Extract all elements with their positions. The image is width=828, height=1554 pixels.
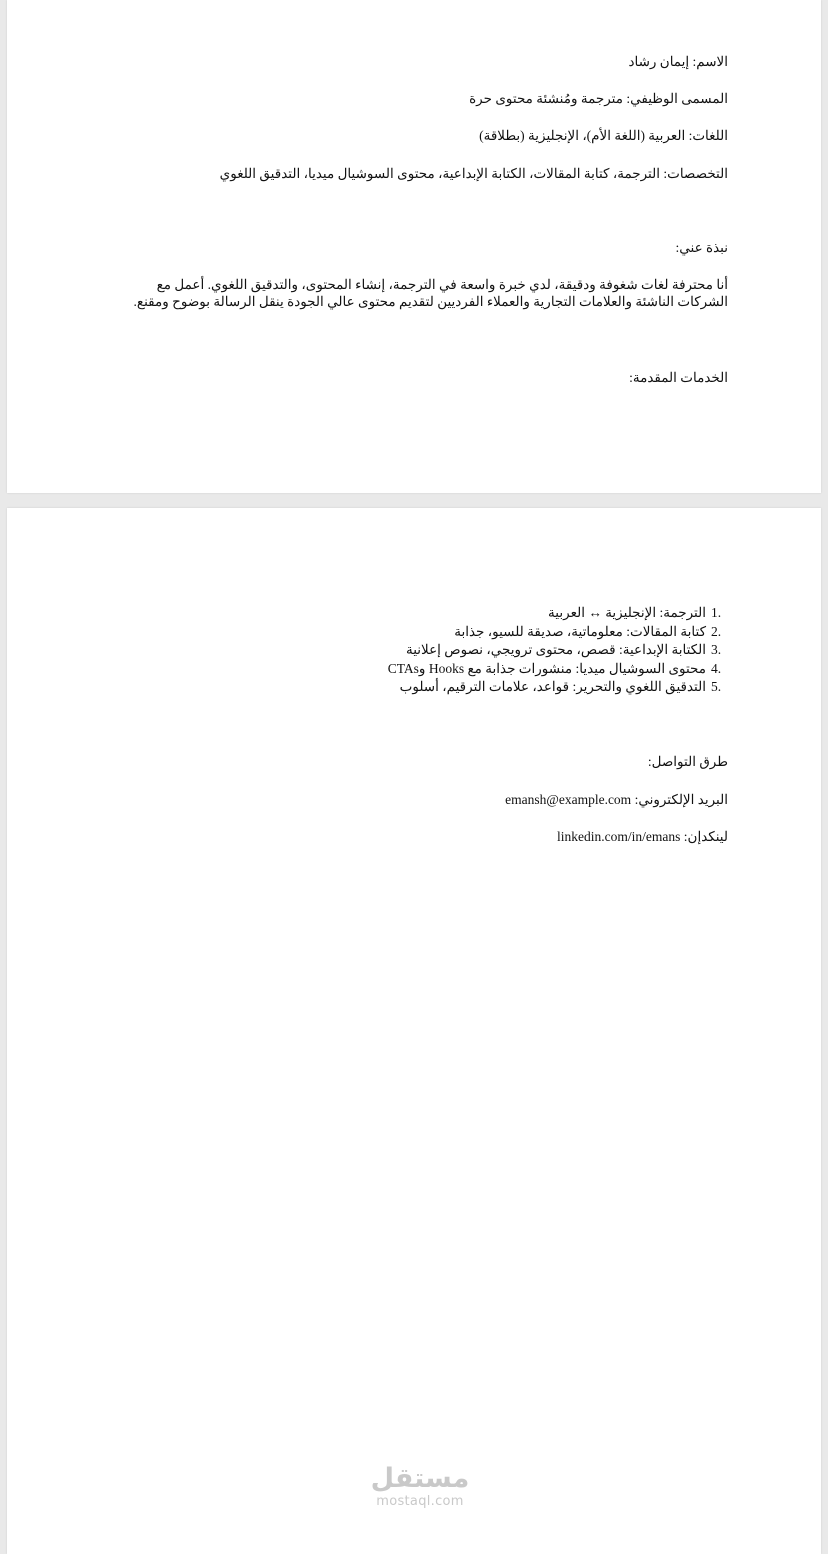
services-heading: الخدمات المقدمة: (629, 370, 728, 385)
about-heading: نبذة عني: (675, 240, 728, 255)
list-item (388, 678, 722, 697)
list-number: 2. (711, 623, 722, 639)
list-number: 1. (711, 605, 722, 620)
service-text: الكتابة الإبداعية: قصص، محتوى ترويجي، نصوص إعلانية (405, 642, 706, 657)
list-item (388, 604, 722, 623)
job-title-line: المسمى الوظيفي: مترجمة ومُنشئة محتوى حرة (469, 91, 728, 106)
service-text: كتابة المقالات: معلوماتية، صديقة للسيو، جذابة (454, 623, 706, 639)
document-page-1 (7, 0, 821, 493)
services-list (387, 604, 722, 697)
contact-heading: طرق التواصل: (647, 754, 728, 769)
linkedin-line: لينكدإن: linkedin.com/in/emans (557, 829, 728, 844)
about-paragraph: أنا محترفة لغات شغوفة ودقيقة، لدي خبرة واسعة في الترجمة، إنشاء المحتوى، والتدقيق اللغوي. أعمل مع الشركات الناشئة والعلامات التجارية والعملاء الفرديين لتقديم محتوى عالي الجودة ينقل الرسالة بوضوح ومقنع. (133, 277, 728, 309)
service-text: محتوى السوشيال ميديا: منشورات جذابة مع Hooks وCTAs (387, 660, 706, 676)
list-number: 5. (711, 679, 722, 694)
list-item (388, 641, 722, 660)
mostaql-watermark (365, 1463, 475, 1509)
email-line: البريد الإلكتروني: emansh@example.com (505, 792, 728, 807)
list-item (388, 623, 722, 642)
watermark-arabic: مستقل (370, 1463, 470, 1494)
list-number: 4. (711, 660, 722, 676)
service-text: الترجمة: الإنجليزية ↔ العربية (548, 605, 706, 620)
document-page-2 (7, 508, 821, 1554)
watermark-latin: mostaql.com (376, 1494, 464, 1509)
list-number: 3. (711, 642, 722, 657)
service-text: التدقيق اللغوي والتحرير: قواعد، علامات الترقيم، أسلوب (399, 679, 706, 694)
name-line: الاسم: إيمان رشاد (628, 54, 728, 69)
languages-line: اللغات: العربية (اللغة الأم)، الإنجليزية (بطلاقة) (479, 128, 728, 143)
specialties-line: التخصصات: الترجمة، كتابة المقالات، الكتابة الإبداعية، محتوى السوشيال ميديا، التدقيق اللغوي (219, 166, 728, 181)
list-item (387, 660, 722, 679)
